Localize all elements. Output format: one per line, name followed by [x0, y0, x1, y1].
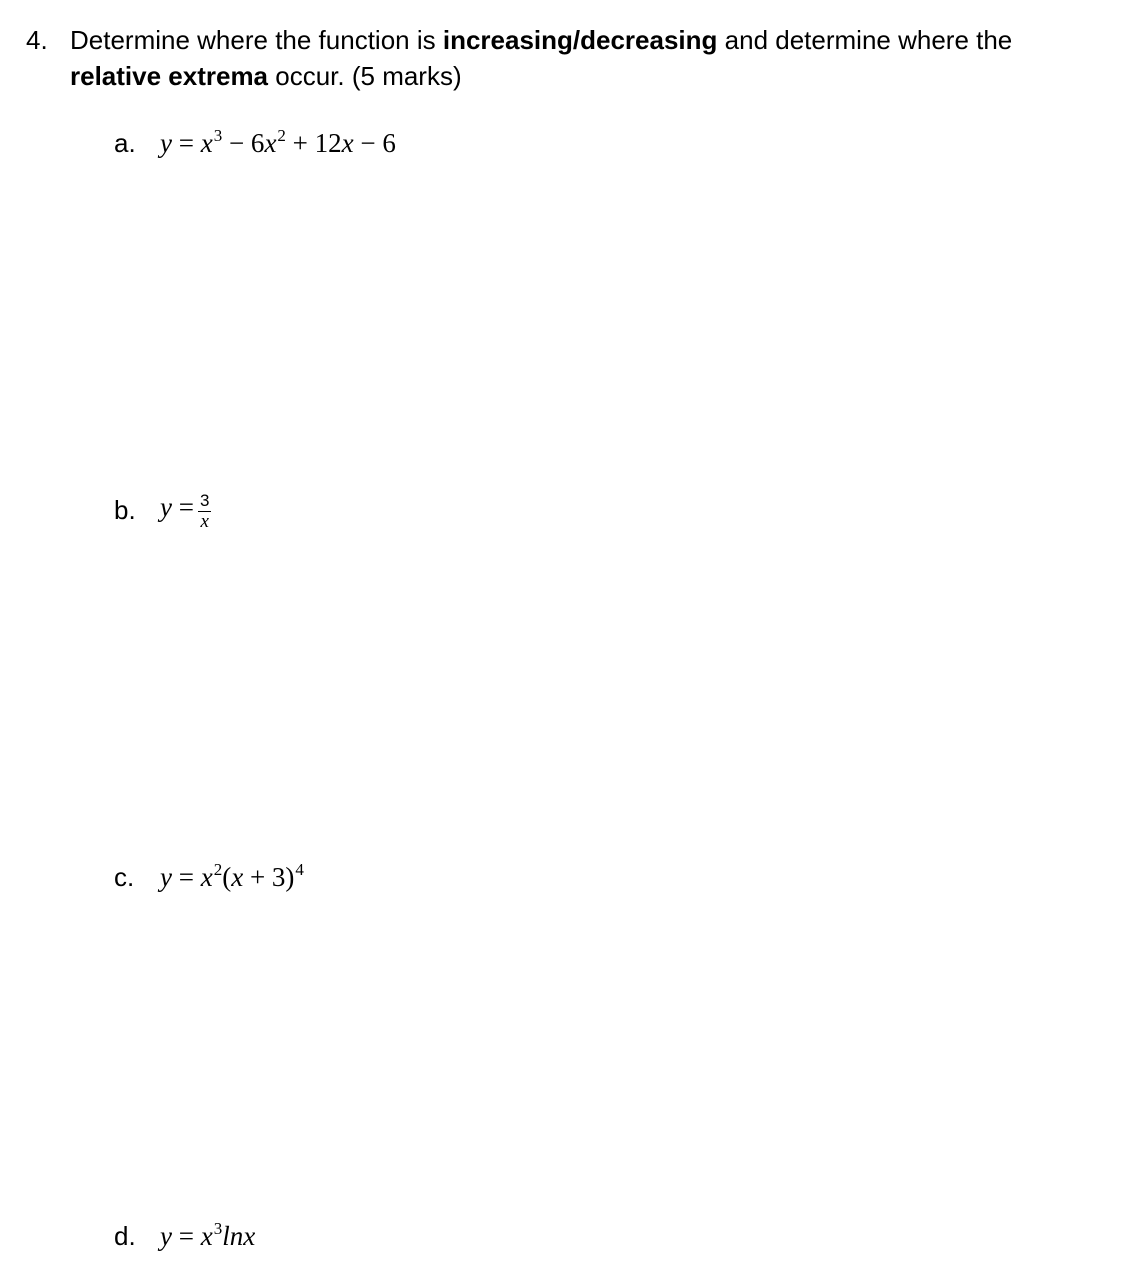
part-c-label: c. [114, 861, 135, 892]
math-symbol: x [341, 127, 354, 158]
question-number: 4. [26, 25, 48, 55]
math-symbol: x [200, 1220, 213, 1251]
question-text [70, 22, 1100, 94]
exponent: 3 [213, 125, 223, 145]
math-symbol: x [264, 127, 277, 158]
part-b-label: b. [114, 494, 136, 525]
question-text-part: occur. (5 marks) [268, 61, 462, 91]
part-b [114, 490, 211, 530]
part-a-label: a. [114, 127, 136, 158]
exponent: 2 [213, 859, 223, 879]
math-text: + 12 [285, 127, 342, 158]
exponent: 4 [295, 859, 304, 879]
question-text-part: and determine where the [717, 25, 1013, 55]
part-d [114, 1216, 255, 1256]
exponent: 3 [213, 1218, 223, 1238]
part-d-label: d. [114, 1220, 136, 1251]
math-symbol: x [231, 861, 244, 892]
math-symbol: y [160, 492, 172, 523]
part-a [114, 123, 396, 163]
math-text: − 6 [353, 127, 396, 158]
bold-term-increasing-decreasing: increasing/decreasing [442, 25, 718, 55]
math-symbol: x [200, 127, 213, 158]
math-symbol: y [160, 1220, 172, 1251]
math-text: = [171, 492, 194, 523]
math-symbol: y [160, 127, 172, 158]
part-c [114, 857, 304, 897]
exponent: 2 [277, 125, 286, 145]
fraction-denominator: x [200, 511, 209, 532]
math-symbol: x [243, 1220, 256, 1251]
part-d-equation [160, 1218, 256, 1252]
math-text: = [171, 861, 201, 892]
part-c-equation [160, 859, 304, 893]
fraction-numerator: 3 [199, 491, 210, 510]
math-symbol: y [160, 861, 172, 892]
fraction [198, 492, 211, 532]
math-function-ln: ln [222, 1220, 244, 1251]
math-text: ( [222, 861, 232, 892]
part-b-equation [160, 490, 211, 530]
math-text: = [171, 1220, 201, 1251]
math-text: − 6 [222, 127, 265, 158]
math-symbol: x [200, 861, 213, 892]
math-text: = [171, 127, 201, 158]
bold-term-relative-extrema: relative extrema [70, 61, 269, 91]
question-text-part: Determine where the function is [70, 25, 443, 55]
math-text: + 3) [243, 861, 295, 892]
part-a-equation [160, 125, 396, 159]
